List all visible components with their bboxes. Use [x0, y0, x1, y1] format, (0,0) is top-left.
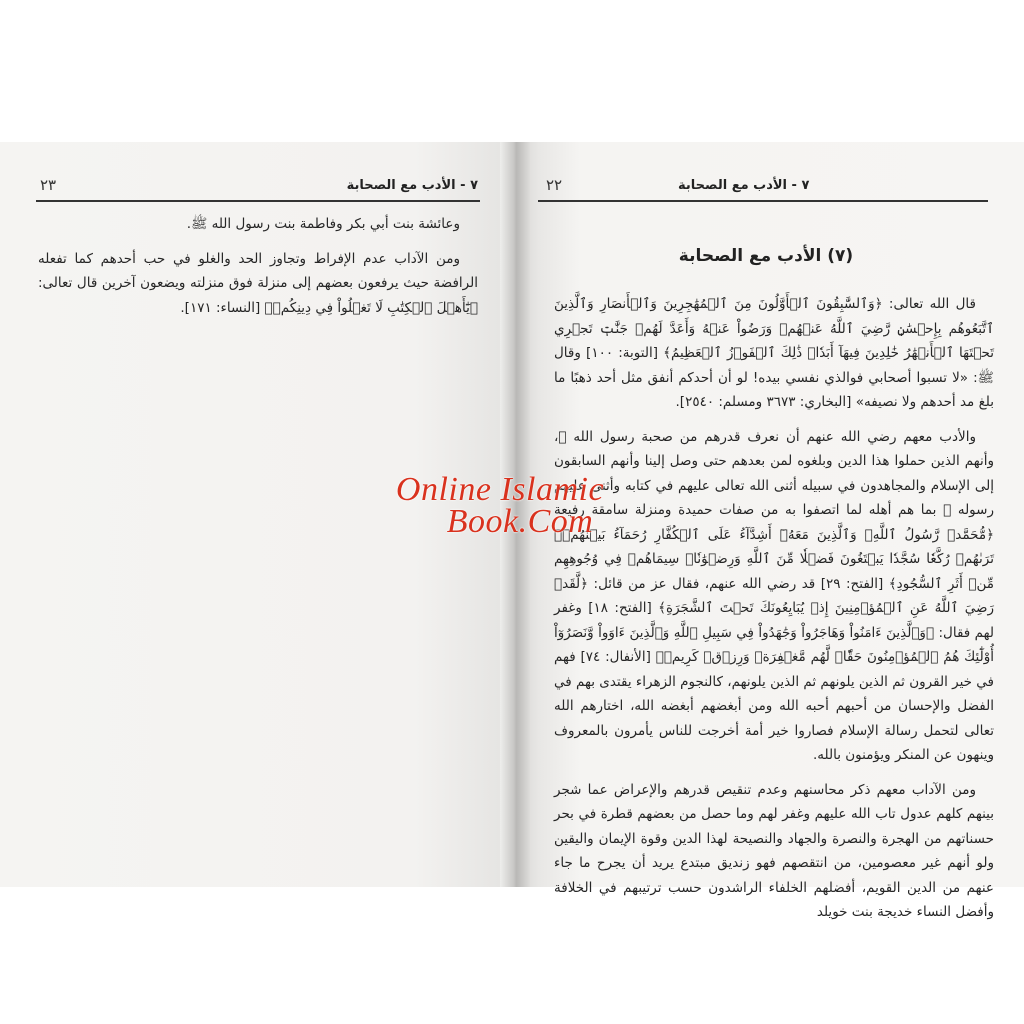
right-paragraph: والأدب معهم رضي الله عنهم أن نعرف قدرهم من صحبة رسول الله ﷺ، وأنهم الذين حملوا هذا الدين وبلغوه لمن بعدهم حتى وصل إلينا وأنهم السابقون إلى الإسلام والمجاهدون في سبيله أثنى الله تعالى عليهم في كتابه وأثنى عليهم رسوله ﷺ بما هم أهله لما اتصفوا به من صفات حميدة ومنزلة سامقة رفيعة ﴿مُّحَمَّدٞ رَّسُولُ ٱللَّهِۚ وَٱلَّذِينَ مَعَهُۥٓ أَشِدَّآءُ عَلَى ٱلۡكُفَّارِ رُحَمَآءُ بَيۡنَهُمۡۖ تَرَىٰهُمۡ رُكَّعٗا سُجَّدٗا يَبۡتَغُونَ فَضۡلٗا مِّنَ ٱللَّهِ وَرِضۡوَٰنٗاۖ سِيمَاهُمۡ فِي وُجُوهِهِم مِّنۡ أَثَرِ ٱلسُّجُودِ﴾ [الفتح: ٢٩] قد رضي الله عنهم، فقال عز من قائل: ﴿لَّقَدۡ رَضِيَ ٱللَّهُ عَنِ ٱلۡمُؤۡمِنِينَ إِذۡ يُبَايِعُونَكَ تَحۡتَ ٱلشَّجَرَةِ﴾ [الفتح: ١٨] وغفر لهم فقال: ﴿وَٱلَّذِينَ ءَامَنُواْ وَهَاجَرُواْ وَجَٰهَدُواْ فِي سَبِيلِ ٱللَّهِ وَٱلَّذِينَ ءَاوَواْ وَّنَصَرُوٓاْ أُوْلَٰٓئِكَ هُمُ ٱلۡمُؤۡمِنُونَ حَقّٗاۚ لَّهُم مَّغۡفِرَةٞ وَرِزۡقٞ كَرِيمٞ﴾ [الأنفال: ٧٤] فهم في خير القرون ثم الذين يلونهم ثم الذين يلونهم، كالنجوم الزهراء يقتدى بهم في الفضل والإحسان من أحبهم أحبه الله ومن أبغضهم أبغضه الله، اختارهم الله تعالى لتحمل رسالة الإسلام فصاروا خير أمة أخرجت للناس يأمرون بالمعروف وينهون عن المنكر ويؤمنون بالله.: [554, 428, 994, 763]
left-page: [0, 142, 518, 887]
left-running-head: ٧ - الأدب مع الصحابة: [346, 178, 478, 193]
right-page: [508, 142, 1024, 920]
right-paragraph: ومن الآداب معهم ذكر محاسنهم وعدم تنقيص قدرهم والإعراض عما شجر بينهم كلهم عدول تاب الله عليهم وغفر لهم وما حصل من بعضهم قطرة في بحر حسناتهم من الهجرة والنصرة والجهاد والنصيحة لهذا الدين وقوة الإيمان واليقين ولو أنهم غير معصومين، من انتقصهم فهو زنديق مبتدع يريد أن يجرح ما جاء عنهم من الدين القويم، أفضلهم الخلفاء الراشدون حسب ترتيبهم في الخلافة وأفضل النساء خديجة بنت خويلد: [554, 781, 994, 920]
left-page-number: ٢٣: [40, 176, 57, 194]
chapter-title: (٧) الأدب مع الصحابة: [678, 246, 854, 266]
left-body-text: [38, 212, 478, 330]
book-spine-shadow: [500, 142, 530, 887]
left-paragraph: ومن الآداب عدم الإفراط وتجاوز الحد والغلو في حب أحدهم كما تفعله الرافضة حيث يرفعون بعضهم إلى منزلة فوق منزلته ويضعون آخرين قال تعالى: ﴿يَٰٓأَهۡلَ ٱلۡكِتَٰبِ لَا تَغۡلُواْ فِي دِينِكُمۡ﴾ [النساء: ١٧١].: [38, 250, 478, 316]
watermark-line-1: Online Islamic: [395, 471, 605, 508]
right-page-number: ٢٢: [546, 176, 563, 194]
right-head-rule: [538, 200, 988, 202]
right-body-text: [554, 292, 994, 935]
right-paragraph: قال الله تعالى: ﴿وَٱلسَّٰبِقُونَ ٱلۡأَوَّلُونَ مِنَ ٱلۡمُهَٰجِرِينَ وَٱلۡأَنصَارِ وَٱلَّذِينَ ٱتَّبَعُوهُم بِإِحۡسَٰنٖ رَّضِيَ ٱللَّهُ عَنۡهُمۡ وَرَضُواْ عَنۡهُ وَأَعَدَّ لَهُمۡ جَنَّٰتٖ تَجۡرِي تَحۡتَهَا ٱلۡأَنۡهَٰرُ خَٰلِدِينَ فِيهَآ أَبَدٗاۚ ذَٰلِكَ ٱلۡفَوۡزُ ٱلۡعَظِيمُ﴾ [التوبة: ١٠٠] وقال ﷺ: «لا تسبوا أصحابي فوالذي نفسي بيده! لو أن أحدكم أنفق مثل أحد ذهبًا ما بلغ مد أحدهم ولا نصيفه» [البخاري: ٣٦٧٣ ومسلم: ٢٥٤٠].: [554, 296, 994, 410]
watermark-line-2: Book.Com: [446, 503, 594, 540]
left-paragraph: وعائشة بنت أبي بكر وفاطمة بنت رسول الله ﷺ.: [186, 216, 460, 232]
right-running-head: ٧ - الأدب مع الصحابة: [678, 178, 810, 193]
left-head-rule: [36, 200, 480, 202]
